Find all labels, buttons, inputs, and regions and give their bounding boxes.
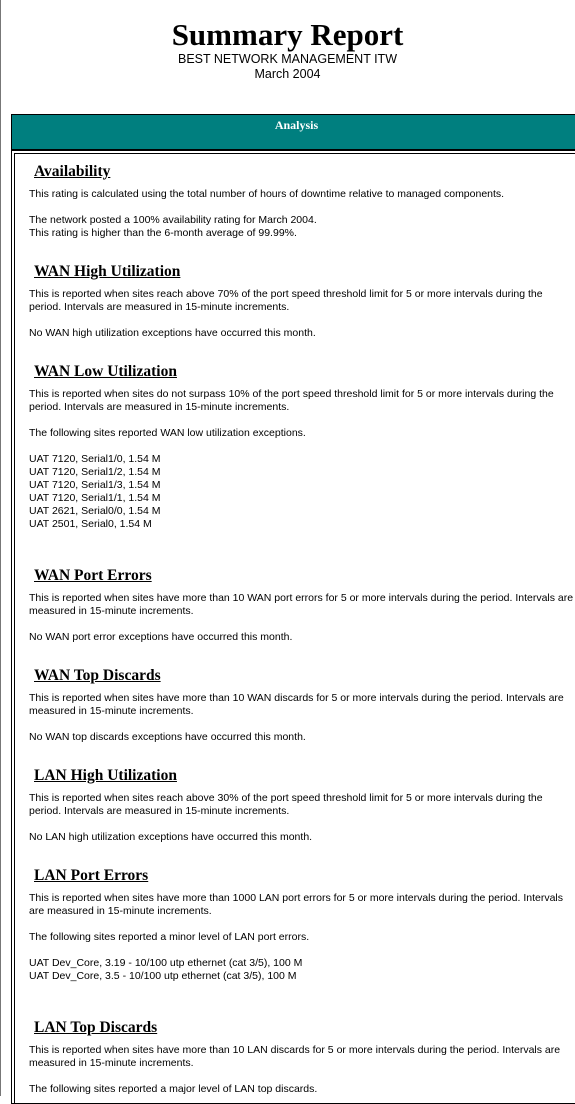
- section-wan-port-errors: [29, 566, 575, 644]
- left-border-line: [0, 0, 1, 1096]
- list-item: UAT Dev_Core, 3.19 - 10/100 utp ethernet (cat 3/5), 100 M: [29, 957, 303, 969]
- section-text: The following sites reported a major level of LAN top discards.: [29, 1083, 318, 1095]
- section-wan-low-utilization: [29, 362, 575, 531]
- section-text: The following sites reported WAN low utilization exceptions.: [29, 427, 306, 439]
- section-text: period. Intervals are measured in 15-minute increments.: [29, 805, 290, 817]
- section-title: WAN High Utilization: [34, 263, 181, 280]
- section-text: measured in 15-minute increments.: [29, 605, 194, 617]
- section-title: LAN Top Discards: [34, 1019, 158, 1036]
- report-header: [0, 0, 575, 82]
- list-item: UAT 7120, Serial1/0, 1.54 M: [29, 453, 161, 465]
- analysis-body: [14, 153, 575, 1103]
- list-item: UAT 7120, Serial1/1, 1.54 M: [29, 492, 161, 504]
- list-item: UAT 2621, Serial0/0, 1.54 M: [29, 505, 161, 517]
- section-text: measured in 15-minute increments.: [29, 705, 194, 717]
- section-text: This rating is higher than the 6-month average of 99.99%.: [29, 227, 297, 239]
- section-text: No WAN high utilization exceptions have occurred this month.: [29, 327, 316, 339]
- list-item: UAT 7120, Serial1/2, 1.54 M: [29, 466, 161, 478]
- section-availability: [29, 162, 575, 240]
- list-item: UAT 2501, Serial0, 1.54 M: [29, 518, 152, 530]
- section-title: LAN High Utilization: [34, 767, 177, 784]
- section-text: No LAN high utilization exceptions have occurred this month.: [29, 831, 313, 843]
- section-title: WAN Top Discards: [34, 667, 161, 684]
- section-title: Availability: [34, 163, 111, 180]
- analysis-heading: Analysis: [12, 115, 575, 151]
- section-lan-high-utilization: [29, 766, 575, 844]
- section-text: This is reported when sites reach above 30% of the port speed threshold limit for 5 or more intervals during the: [29, 792, 543, 804]
- section-text: This is reported when sites reach above 70% of the port speed threshold limit for 5 or more intervals during the: [29, 288, 543, 300]
- section-text: This is reported when sites have more than 10 WAN discards for 5 or more intervals during the period. Intervals are: [29, 692, 564, 704]
- analysis-frame: [11, 114, 575, 1104]
- section-text: are measured in 15-minute increments.: [29, 905, 212, 917]
- section-title: WAN Port Errors: [34, 567, 152, 584]
- section-title: LAN Port Errors: [34, 867, 149, 884]
- section-text: No WAN port error exceptions have occurred this month.: [29, 631, 293, 643]
- section-lan-port-errors: [29, 866, 575, 983]
- section-text: This is reported when sites have more than 1000 LAN port errors for 5 or more intervals during the period. Intervals: [29, 892, 564, 904]
- section-text: This is reported when sites have more than 10 WAN port errors for 5 or more intervals during the period. Intervals are: [29, 592, 574, 604]
- report-company: BEST NETWORK MANAGEMENT ITW: [178, 52, 397, 66]
- section-lan-top-discards: [29, 1018, 575, 1096]
- list-item: UAT 7120, Serial1/3, 1.54 M: [29, 479, 161, 491]
- section-title: WAN Low Utilization: [34, 363, 177, 380]
- report-date: March 2004: [254, 67, 321, 81]
- section-text: This is reported when sites have more than 10 LAN discards for 5 or more intervals during the period. Intervals are: [29, 1044, 561, 1056]
- section-text: measured in 15-minute increments.: [29, 1057, 194, 1069]
- section-text: The network posted a 100% availability rating for March 2004.: [29, 214, 317, 226]
- report-title: Summary Report: [171, 17, 404, 52]
- section-wan-top-discards: [29, 666, 575, 744]
- section-text: period. Intervals are measured in 15-minute increments.: [29, 401, 290, 413]
- section-text: This is reported when sites do not surpass 10% of the port speed threshold limit for 5 or more intervals during the: [29, 388, 554, 400]
- section-text: This rating is calculated using the total number of hours of downtime relative to managed components.: [29, 188, 505, 200]
- section-text: period. Intervals are measured in 15-minute increments.: [29, 301, 290, 313]
- section-text: No WAN top discards exceptions have occurred this month.: [29, 731, 306, 743]
- section-wan-high-utilization: [29, 262, 575, 340]
- section-text: The following sites reported a minor level of LAN port errors.: [29, 931, 310, 943]
- list-item: UAT Dev_Core, 3.5 - 10/100 utp ethernet (cat 3/5), 100 M: [29, 970, 297, 982]
